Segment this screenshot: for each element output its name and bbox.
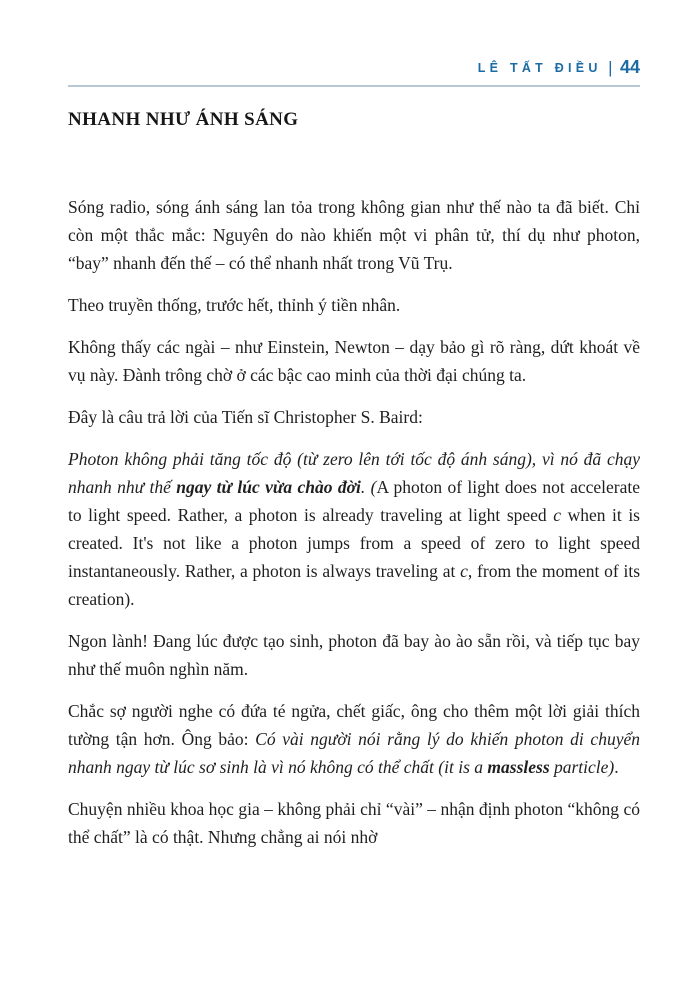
text-run: , from the moment of its creation). (68, 561, 640, 609)
text-run: particle) (549, 757, 615, 777)
text-run: Chuyện nhiều khoa học gia – không phải chỉ “vài” – nhận định photon “không có thể chất” là có thật. Nhưng chẳng ai nói nhờ (68, 799, 640, 847)
text-run: Chắc sợ người nghe có đứa té ngửa, chết giấc, ông cho thêm một lời giải thích tường tận hơn. Ông bảo: (68, 701, 640, 749)
paragraph (68, 403, 640, 431)
text-run: Theo truyền thống, trước hết, thỉnh ý tiền nhân. (68, 295, 401, 315)
text-run: Sóng radio, sóng ánh sáng lan tỏa trong không gian như thế nào ta đã biết. Chỉ còn một thắc mắc: Nguyên do nào khiến một vi phân tử, thí dụ như photon, “bay” nhanh đến thế – có thể nhanh nhất trong Vũ Trụ. (68, 197, 640, 273)
text-run: Có vài người nói rằng lý do khiến photon di chuyển nhanh ngay từ lúc sơ sinh là vì nó không có thể chất (it is a (68, 729, 640, 777)
paragraph (68, 795, 640, 851)
header-rule (68, 85, 640, 87)
paragraph (68, 697, 640, 781)
paragraph (68, 445, 640, 613)
header-separator: | (608, 58, 613, 77)
paragraph (68, 291, 640, 319)
text-run: massless (487, 757, 550, 777)
paragraph (68, 333, 640, 389)
header-author: LÊ TẤT ĐIỀU (477, 61, 602, 75)
text-run: ngay từ lúc vừa chào đời (176, 477, 361, 497)
article-body (68, 193, 640, 851)
text-run: Ngon lành! Đang lúc được tạo sinh, photon đã bay ào ào sẵn rồi, và tiếp tục bay như thế muôn nghìn năm. (68, 631, 640, 679)
text-run: c (460, 561, 468, 581)
text-run: Photon không phải tăng tốc độ (từ zero lên tới tốc độ ánh sáng), vì nó đã chạy nhanh như thế (68, 449, 640, 497)
page-title: NHANH NHƯ ÁNH SÁNG (68, 109, 299, 130)
text-run: . (614, 757, 619, 777)
paragraph (68, 193, 640, 277)
header-page-number: 44 (619, 57, 640, 77)
text-run: Không thấy các ngài – như Einstein, Newton – dạy bảo gì rõ ràng, dứt khoát về vụ này. Đành trông chờ ở các bậc cao minh của thời đại chúng ta. (68, 337, 640, 385)
paragraph (68, 627, 640, 683)
text-run: when it is created. It's not like a photon jumps from a speed of zero to light speed instantaneously. Rather, a photon is always traveling at (68, 505, 640, 581)
text-run: c (553, 505, 562, 525)
text-run: Đây là câu trả lời của Tiến sĩ Christopher S. Baird: (68, 407, 423, 427)
text-run: A photon of light does not accelerate to light speed. Rather, a photon is already traveling at light speed (68, 477, 640, 525)
page-header (68, 0, 640, 85)
text-run: . ( (360, 477, 377, 497)
